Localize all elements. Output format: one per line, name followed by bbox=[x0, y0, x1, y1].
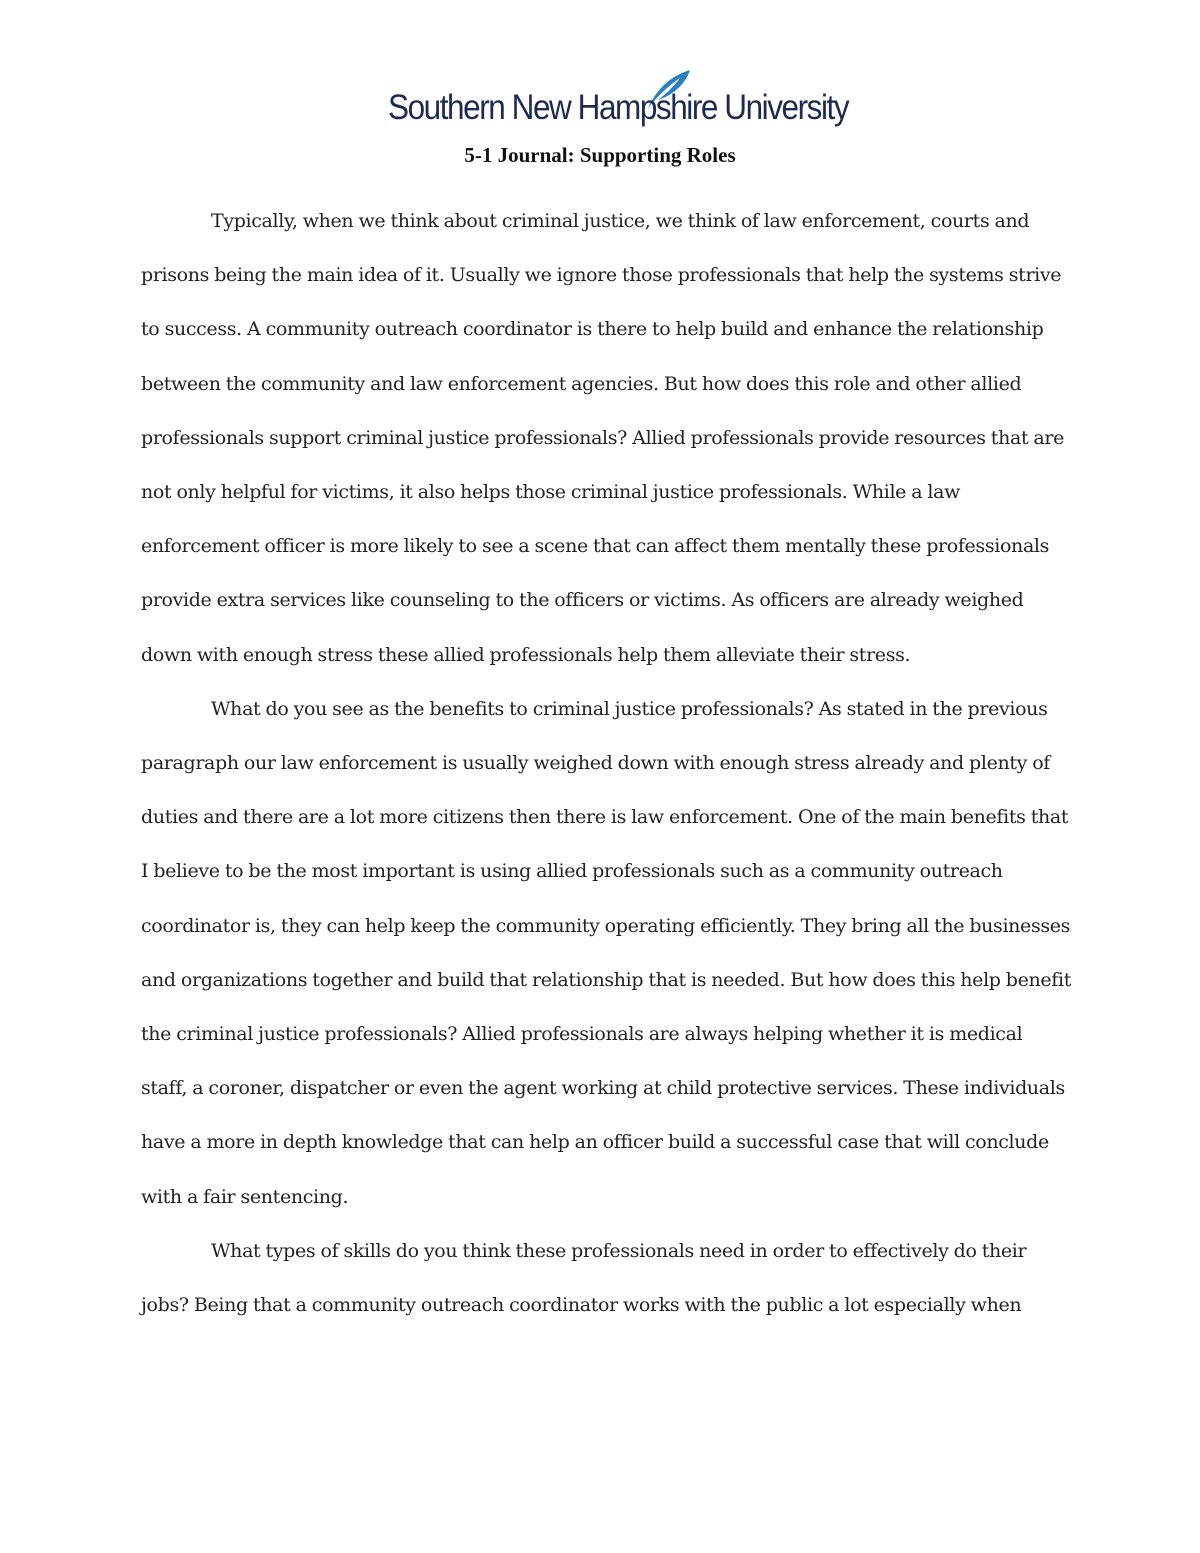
document-body bbox=[141, 194, 1071, 1332]
logo-wordmark: Southern New Hampshire University bbox=[388, 88, 849, 127]
paragraph-2: What do you see as the benefits to criminal justice professionals? As stated in the previous paragraph our law enforcement is usually weighed down with enough stress already and plenty of duties and there are a lot more citizens then there is law enforcement. One of the main benefits that I believe to be the most important is using allied professionals such as a community outreach coordinator is, they can help keep the community operating efficiently. They bring all the businesses and organizations together and build that relationship that is needed. But how does this help benefit the criminal justice professionals? Allied professionals are always helping whether it is medical staff, a coroner, dispatcher or even the agent working at child protective services. These individuals have a more in depth knowledge that can help an officer build a successful case that will conclude with a fair sentencing. bbox=[141, 697, 1071, 1208]
university-logo bbox=[388, 68, 849, 138]
document-title: 5-1 Journal: Supporting Roles bbox=[464, 143, 736, 167]
paragraph-3: What types of skills do you think these professionals need in order to effectively do their jobs? Being that a community outreach coordinator works with the public a lot especially when bbox=[141, 1239, 1027, 1317]
paragraph-1: Typically, when we think about criminal justice, we think of law enforcement, courts and prisons being the main idea of it. Usually we ignore those professionals that help the systems strive to success. A community outreach coordinator is there to help build and enhance the relationship between the community and law enforcement agencies. But how does this role and other allied professionals support criminal justice professionals? Allied professionals provide resources that are not only helpful for victims, it also helps those criminal justice professionals. While a law enforcement officer is more likely to see a scene that can affect them mentally these professionals provide extra services like counseling to the officers or victims. As officers are already weighed down with enough stress these allied professionals help them alleviate their stress. bbox=[141, 210, 1065, 666]
